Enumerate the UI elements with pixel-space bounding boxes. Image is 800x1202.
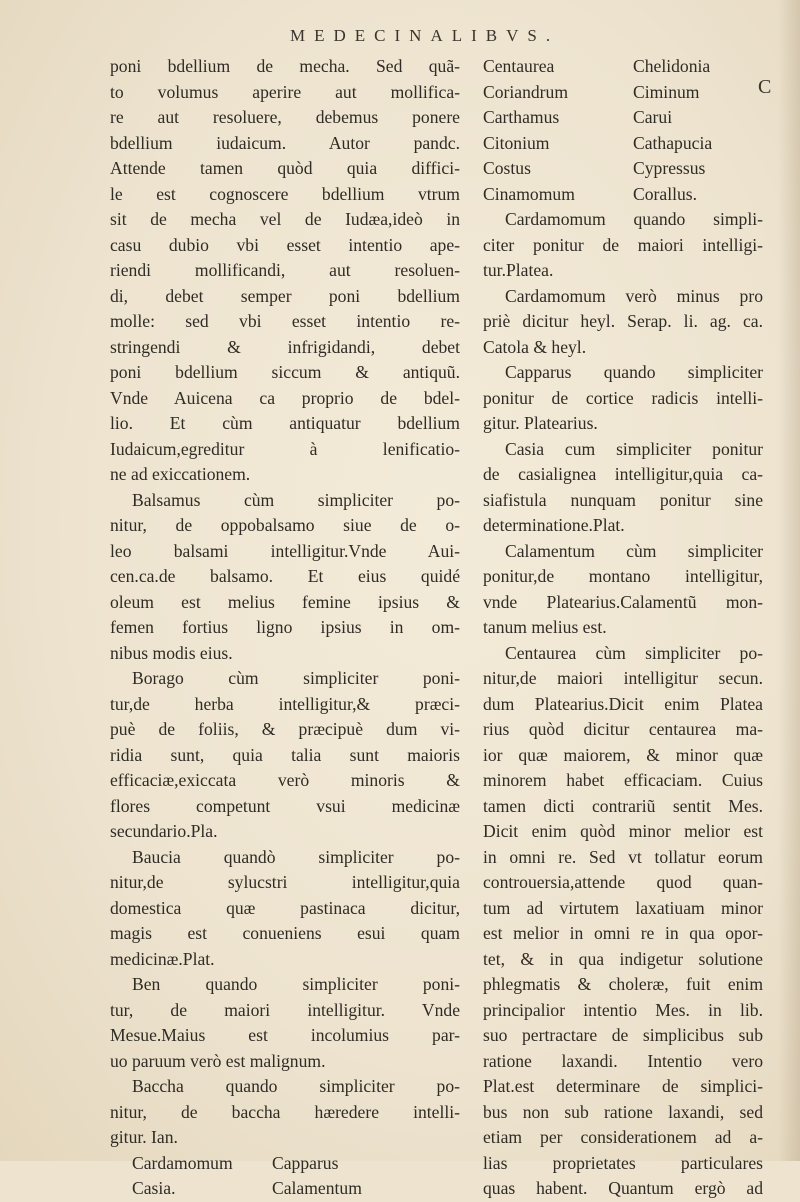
text-line: domestica quæ pastinaca dicitur,: [110, 897, 460, 918]
text-line: oleum est melius femine ipsius &: [110, 591, 460, 612]
herb-name: Carui: [633, 107, 673, 127]
text-line: dum Platearius.Dicit enim Platea: [483, 693, 763, 714]
herb-name: Cypressus: [633, 158, 706, 178]
text-line: Cardamomum quando simpli-: [505, 209, 763, 229]
text-line: secundario.Pla.: [110, 821, 218, 841]
text-line: minorem habet efficaciam. Cuius: [483, 770, 763, 790]
text-line: Centaurea cùm simpliciter po-: [505, 642, 763, 663]
text-line: etiam per considerationem ad a-: [483, 1127, 763, 1147]
text-line: Casia cum simpliciter ponitur: [505, 438, 763, 459]
text-line: Catola & heyl.: [483, 336, 587, 357]
text-line: tur.Platea.: [483, 260, 554, 280]
text-line: tamen dicti contrariũ sentit Mes.: [483, 795, 763, 816]
text-line: poni bdellium siccum & antiquũ.: [110, 362, 460, 382]
text-line: tanum melius est.: [483, 617, 607, 637]
text-line: principalior intentio Mes. in lib.: [483, 999, 763, 1020]
herb-list-row: [483, 54, 763, 80]
text-line: Dicit enim quòd minor melior est: [483, 821, 763, 841]
herb-name: Coriandrum: [483, 81, 569, 102]
text-line: Baccha quando simpliciter po-: [132, 1076, 460, 1096]
text-line: nitur,de maiori intelligitur secun.: [483, 668, 763, 688]
text-line: gitur. Ian.: [110, 1127, 178, 1147]
text-line: casu dubio vbi esset intentio ape-: [110, 234, 460, 255]
text-line: est melior in omni re in qua opor-: [483, 923, 763, 943]
text-line: Capparus quando simpliciter: [505, 362, 763, 382]
text-line: nitur, de oppobalsamo siue de o-: [110, 515, 460, 535]
herb-name: Cardamomum: [132, 1152, 233, 1173]
text-line: lias proprietates particulares: [483, 1152, 763, 1173]
herb-list-row: [483, 156, 763, 182]
text-line: Baucia quandò simpliciter po-: [132, 846, 460, 867]
text-line: ne ad exiccationem.: [110, 464, 251, 484]
page-edge-shadow: [778, 0, 800, 1161]
herb-name: Carthamus: [483, 107, 560, 127]
left-column: [110, 54, 460, 1202]
text-line: Cardamomum verò minus pro: [505, 285, 763, 306]
text-line: ior quæ maiorem, & minor quæ: [483, 744, 763, 765]
text-line: Calamentum cùm simpliciter: [505, 540, 763, 561]
text-line: lio. Et cùm antiquatur bdellium: [110, 413, 460, 433]
herb-name: Capparus: [272, 1152, 339, 1173]
text-line: di, debet semper poni bdellium: [110, 285, 460, 306]
text-line: magis est conueniens esui quam: [110, 923, 460, 943]
text-line: puè de foliis, & præcipuè dum vi-: [110, 719, 460, 739]
text-line: determinatione.Plat.: [483, 515, 625, 535]
text-line: stringendi & infrigidandi, debet: [110, 336, 460, 357]
herb-name: Chelidonia: [633, 56, 711, 76]
text-line: Mesue.Maius est incolumius par-: [110, 1025, 460, 1045]
text-line: molle: sed vbi esset intentio re-: [110, 311, 460, 331]
text-line: le est cognoscere bdellium vtrum: [110, 183, 460, 204]
herb-list-row: [483, 182, 763, 208]
text-line: phlegmatis & choleræ, fuit enim: [483, 974, 763, 994]
text-line: vnde Platearius.Calamentũ mon-: [483, 591, 763, 612]
text-line: in omni re. Sed vt tollatur eorum: [483, 846, 763, 867]
text-line: sit de mecha vel de Iudæa,ideò in: [110, 209, 460, 229]
text-line: Ben quando simpliciter poni-: [132, 974, 460, 994]
text-line: riendi mollificandi, aut resoluen-: [110, 260, 460, 280]
herb-name: Casia.: [132, 1178, 176, 1198]
text-line: priè dicitur heyl. Serap. li. ag. ca.: [483, 311, 763, 331]
text-line: nitur,de sylucstri intelligitur,quia: [110, 872, 460, 892]
text-line: poni bdellium de mecha. Sed quã-: [110, 56, 460, 76]
text-line: Plat.est determinare de simplici-: [483, 1076, 763, 1096]
text-line: nitur, de baccha hæredere intelli-: [110, 1101, 460, 1122]
herb-name: Costus: [483, 158, 531, 178]
text-line: cen.ca.de balsamo. Et eius quidé: [110, 566, 460, 586]
text-line: gitur. Platearius.: [483, 413, 598, 433]
herb-list-row: [483, 131, 763, 157]
text-line: Attende tamen quòd quia diffici-: [110, 158, 460, 178]
text-line: tet, & in qua indigetur solutione: [483, 948, 763, 969]
text-line: re aut resoluere, debemus ponere: [110, 107, 460, 127]
herb-name: Ciminum: [633, 81, 700, 102]
herb-name: Centaurea: [483, 56, 555, 76]
text-line: Borago cùm simpliciter poni-: [132, 668, 460, 688]
text-line: Vnde Auicena ca proprio de bdel-: [110, 387, 460, 408]
text-line: de casialignea intelligitur,quia ca-: [483, 464, 763, 484]
text-line: bus non sub ratione laxandi, sed: [483, 1101, 763, 1122]
herb-list-row: [483, 105, 763, 131]
text-line: quas habent. Quantum ergò ad: [483, 1178, 763, 1198]
text-line: tur, de maiori intelligitur. Vnde: [110, 999, 460, 1020]
text-line: ratione laxandi. Intentio vero: [483, 1050, 763, 1071]
text-line: medicinæ.Plat.: [110, 948, 215, 969]
text-line: rius quòd dicitur centaurea ma-: [483, 719, 763, 739]
text-line: flores competunt vsui medicinæ: [110, 795, 460, 816]
text-line: leo balsami intelligitur.Vnde Aui-: [110, 540, 460, 561]
margin-letter: C: [758, 76, 772, 98]
text-line: ridia sunt, quia talia sunt maioris: [110, 744, 460, 765]
right-column: [483, 54, 763, 1202]
herb-name: Calamentum: [272, 1178, 362, 1198]
text-line: femen fortius ligno ipsius in om-: [110, 617, 460, 637]
text-line: efficaciæ,exiccata verò minoris &: [110, 770, 460, 790]
text-line: nibus modis eius.: [110, 642, 233, 663]
herb-name: Cinamomum: [483, 183, 575, 204]
text-line: bdellium iudaicum. Autor pandc.: [110, 132, 460, 153]
text-line: controuersia,attende quod quan-: [483, 872, 763, 892]
herb-list-row: [110, 1176, 460, 1202]
herb-list-row: [110, 1151, 460, 1177]
herb-name: Cathapucia: [633, 132, 713, 153]
text-line: Iudaicum,egreditur à lenificatio-: [110, 438, 460, 459]
herb-name: Citonium: [483, 132, 550, 153]
text-line: tum ad virtutem laxatiuam minor: [483, 897, 763, 918]
text-line: Balsamus cùm simpliciter po-: [132, 489, 460, 510]
text-line: citer ponitur de maiori intelligi-: [483, 234, 763, 255]
text-line: ponitur de cortice radicis intelli-: [483, 387, 763, 408]
text-line: suo pertractare de simplicibus sub: [483, 1025, 763, 1045]
text-line: uo paruum verò est malignum.: [110, 1050, 326, 1071]
text-line: siafistula nunquam ponitur sine: [483, 489, 763, 510]
herb-name: Corallus.: [633, 183, 698, 204]
text-line: ponitur,de montano intelligitur,: [483, 566, 763, 586]
text-line: tur,de herba intelligitur,& præci-: [110, 693, 460, 714]
text-line: to volumus aperire aut mollifica-: [110, 81, 460, 102]
running-head: MEDECINALIBVS.: [290, 26, 560, 45]
herb-list-row: [483, 80, 763, 106]
